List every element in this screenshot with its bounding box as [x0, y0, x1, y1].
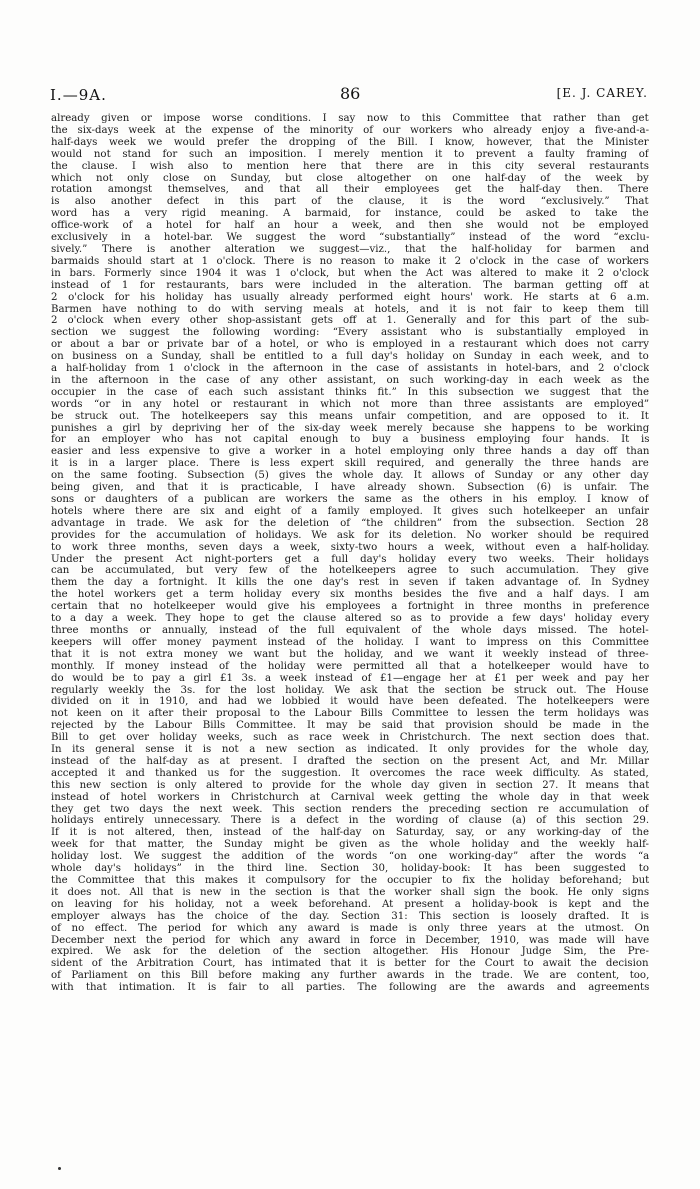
text-line: three months or annually, instead of the full equivalent of the whole days missed. The hotel-	[51, 624, 649, 636]
text-line: can be accumulated, but very few of the hotelkeepers agree to such accumulation. They give	[51, 565, 649, 577]
text-line: provides for the accumulation of holidays. We ask for its deletion. No worker should be required	[51, 529, 649, 541]
text-line: divided on it in 1910, and had we lobbied it would have been defeated. The hotelkeepers were	[51, 696, 649, 708]
text-line: holiday lost. We suggest the addition of the words “on one working-day” after the words “a	[51, 851, 649, 863]
text-line: on the same footing. Subsection (5) gives the whole day. It allows of Sunday or any other day	[51, 470, 649, 482]
page-number: 86	[340, 84, 361, 103]
text-line: the six-days week at the expense of the minority of our workers who already enjoy a five-and-a-	[51, 124, 649, 136]
text-line: hotels where there are six and eight of a family employed. It gives such hotelkeeper an unfair	[51, 505, 649, 517]
text-line: instead of 1 for restaurants, bars were included in the alteration. The barman getting off at	[51, 279, 649, 291]
text-line: week for that matter, the Sunday might be given as the whole holiday and the weekly half-	[51, 839, 649, 851]
text-line: instead of the half-day as at present. I drafted the section on the present Act, and Mr. Millar	[51, 755, 649, 767]
text-line: accepted it and thanked us for the suggestion. It overcomes the race week difficulty. As stated,	[51, 767, 649, 779]
text-line: sons or daughters of a publican are workers the same as the others in his employ. I know of	[51, 494, 649, 505]
text-line: on business on a Sunday, shall be entitled to a full day's holiday on Sunday in each week, and to	[51, 351, 649, 363]
text-line: Barmen have nothing to do with serving meals at hotels, and it is not fair to keep them till	[51, 303, 649, 315]
text-line: of no effect. The period for which any award is made is only three years at the utmost. On	[51, 922, 649, 934]
text-line: Under the present Act night-porters get a full day's holiday every two weeks. Their holidays	[51, 553, 649, 565]
text-line: whole day's holidays” in the third line. Section 30, holiday-book: It has been suggested to	[51, 863, 649, 875]
text-line: 2 o'clock for his holiday has usually already performed eight hours' work. He starts at 6 a.m.	[51, 291, 649, 303]
text-line: employer always has the choice of the day. Section 31: This section is loosely drafted. It is	[51, 910, 649, 922]
text-line: on leaving for his holiday, not a week beforehand. At present a holiday-book is kept and the	[51, 898, 649, 910]
stray-mark	[58, 1167, 61, 1170]
text-line: being given, and that it is practicable, I have already shown. Subsection (6) is unfair. The	[51, 482, 649, 494]
text-line: in the afternoon in the case of any other assistant, on such working-day in each week as the	[51, 374, 649, 386]
text-line: in bars. Formerly since 1904 it was 1 o'clock, but when the Act was altered to make it 2 o'clock	[51, 267, 649, 279]
text-line: not keen on it after their proposal to the Labour Bills Committee to lessen the term holidays was	[51, 708, 649, 720]
text-line: rejected by the Labour Bills Committee. It may be said that provision should be made in the	[51, 720, 649, 732]
text-line: that it is not extra money we want but the holiday, and we want it weekly instead of three-	[51, 648, 649, 660]
text-line: December next the period for which any award in force in December, 1910, was made will have	[51, 934, 649, 946]
text-line: the clause. I wish also to mention here that there are in this city several restaurants	[51, 160, 649, 172]
text-line: instead of hotel workers in Christchurch at Carnival week getting the whole day in that week	[51, 791, 649, 803]
text-line: occupier in the case of each such assistant thinks fit.” In this subsection we suggest that the	[51, 386, 649, 398]
text-line: regularly weekly the 3s. for the lost holiday. We ask that the section be struck out. The House	[51, 684, 649, 696]
text-line: 2 o'clock when every other shop-assistant gets off at 1. Generally and for this part of the sub-	[51, 315, 649, 327]
text-line: advantage in trade. We ask for the deletion of “the children” from the subsection. Section 28	[51, 517, 649, 529]
text-line: half-days week we would prefer the dropping of the Bill. I know, however, that the Minister	[51, 136, 649, 148]
text-line: or about a bar or private bar of a hotel, or who is employed in a restaurant which does not carry	[51, 339, 649, 351]
text-line: to work three months, seven days a week, sixty-two hours a week, without even a half-holiday.	[51, 541, 649, 553]
text-line: a half-holiday from 1 o'clock in the afternoon in the case of assistants in hotel-bars, and 2 o'clock	[51, 363, 649, 375]
text-line: Bill to get over holiday weeks, such as race week in Christchurch. The next section does that.	[51, 732, 649, 744]
text-line: they get two days the next week. This section renders the preceding section re accumulation of	[51, 803, 649, 815]
text-line: this new section is only altered to provide for the whole day given in section 27. It means that	[51, 779, 649, 791]
text-line: holidays entirely unnecessary. There is a defect in the wording of clause (a) of this section 29.	[51, 815, 649, 827]
paper-reference: I.—9A.	[50, 86, 107, 104]
text-line: it is in a larger place. There is less expert skill required, and generally the three hands are	[51, 458, 649, 470]
text-line: rotation amongst themselves, and that all their employees get the half-day then. There	[51, 184, 649, 196]
text-line: would not stand for such an imposition. I merely mention it to prevent a faulty framing of	[51, 148, 649, 160]
text-line: for an employer who has not capital enough to buy a business employing four hands. It is	[51, 434, 649, 446]
text-line: expired. We ask for the deletion of the section altogether. His Honour Judge Sim, the Pre-	[51, 946, 649, 958]
text-line: it does not. All that is new in the section is that the worker shall sign the book. He only signs	[51, 886, 649, 898]
text-line: be struck out. The hotelkeepers say this means unfair competition, and are opposed to it. It	[51, 410, 649, 422]
text-line: punishes a girl by depriving her of the six-day week merely because she happens to be working	[51, 422, 649, 434]
text-line: barmaids should start at 1 o'clock. There is no reason to make it 2 o'clock in the case of workers	[51, 255, 649, 267]
witness-name: [E. J. CAREY.	[556, 86, 648, 100]
page-header	[50, 84, 648, 106]
text-line: with that intimation. It is fair to all parties. The following are the awards and agreements	[51, 982, 649, 994]
text-line: which not only close on Sunday, but close altogether on one half-day of the week by	[51, 172, 649, 184]
text-line: is also another defect in this part of the clause, it is the word “exclusively.” That	[51, 196, 649, 208]
text-line: do would be to pay a girl £1 3s. a week instead of £1—engage her at £1 per week and pay her	[51, 672, 649, 684]
text-line: sively.” There is another alteration we suggest—viz., that the half-holiday for barmen and	[51, 243, 649, 255]
text-line: keepers will offer money payment instead of the holiday. I want to impress on this Committee	[51, 636, 649, 648]
body-text	[51, 113, 649, 994]
text-line: monthly. If money instead of the holiday were permitted all that a hotelkeeper would have to	[51, 660, 649, 672]
text-line: already given or impose worse conditions. I say now to this Committee that rather than get	[51, 113, 649, 124]
text-line: easier and less expensive to give a worker in a hotel employing only three hands a day off than	[51, 446, 649, 458]
text-line: section we suggest the following wording: “Every assistant who is substantially employed in	[51, 327, 649, 339]
text-line: In its general sense it is not a new section as indicated. It only provides for the whole day,	[51, 744, 649, 756]
text-line: sident of the Arbitration Court, has intimated that it is better for the Court to await the decision	[51, 958, 649, 970]
text-line: words “or in any hotel or restaurant in which not more than three assistants are employed”	[51, 398, 649, 410]
text-line: the hotel workers get a term holiday every six months besides the five and a half days. I am	[51, 589, 649, 601]
text-line: If it is not altered, then, instead of the half-day on Saturday, say, or any working-day of the	[51, 827, 649, 839]
text-line: to a day a week. They hope to get the clause altered so as to provide a few days' holiday every	[51, 613, 649, 625]
text-line: exclusively in a hotel-bar. We suggest the word “substantially” instead of the word “exclu-	[51, 232, 649, 244]
text-line: them the day a fortnight. It kills the one day's rest in seven if taken advantage of. In Sydney	[51, 577, 649, 589]
text-line: of Parliament on this Bill before making any further awards in the trade. We are content, too,	[51, 970, 649, 982]
text-line: word has a very rigid meaning. A barmaid, for instance, could be asked to take the	[51, 208, 649, 220]
text-line: office-work of a hotel for half an hour a week, and then she would not be employed	[51, 220, 649, 232]
text-line: certain that no hotelkeeper would give his employees a fortnight in three months in preference	[51, 601, 649, 613]
text-line: the Committee that this makes it compulsory for the occupier to fix the holiday beforehand; but	[51, 875, 649, 886]
